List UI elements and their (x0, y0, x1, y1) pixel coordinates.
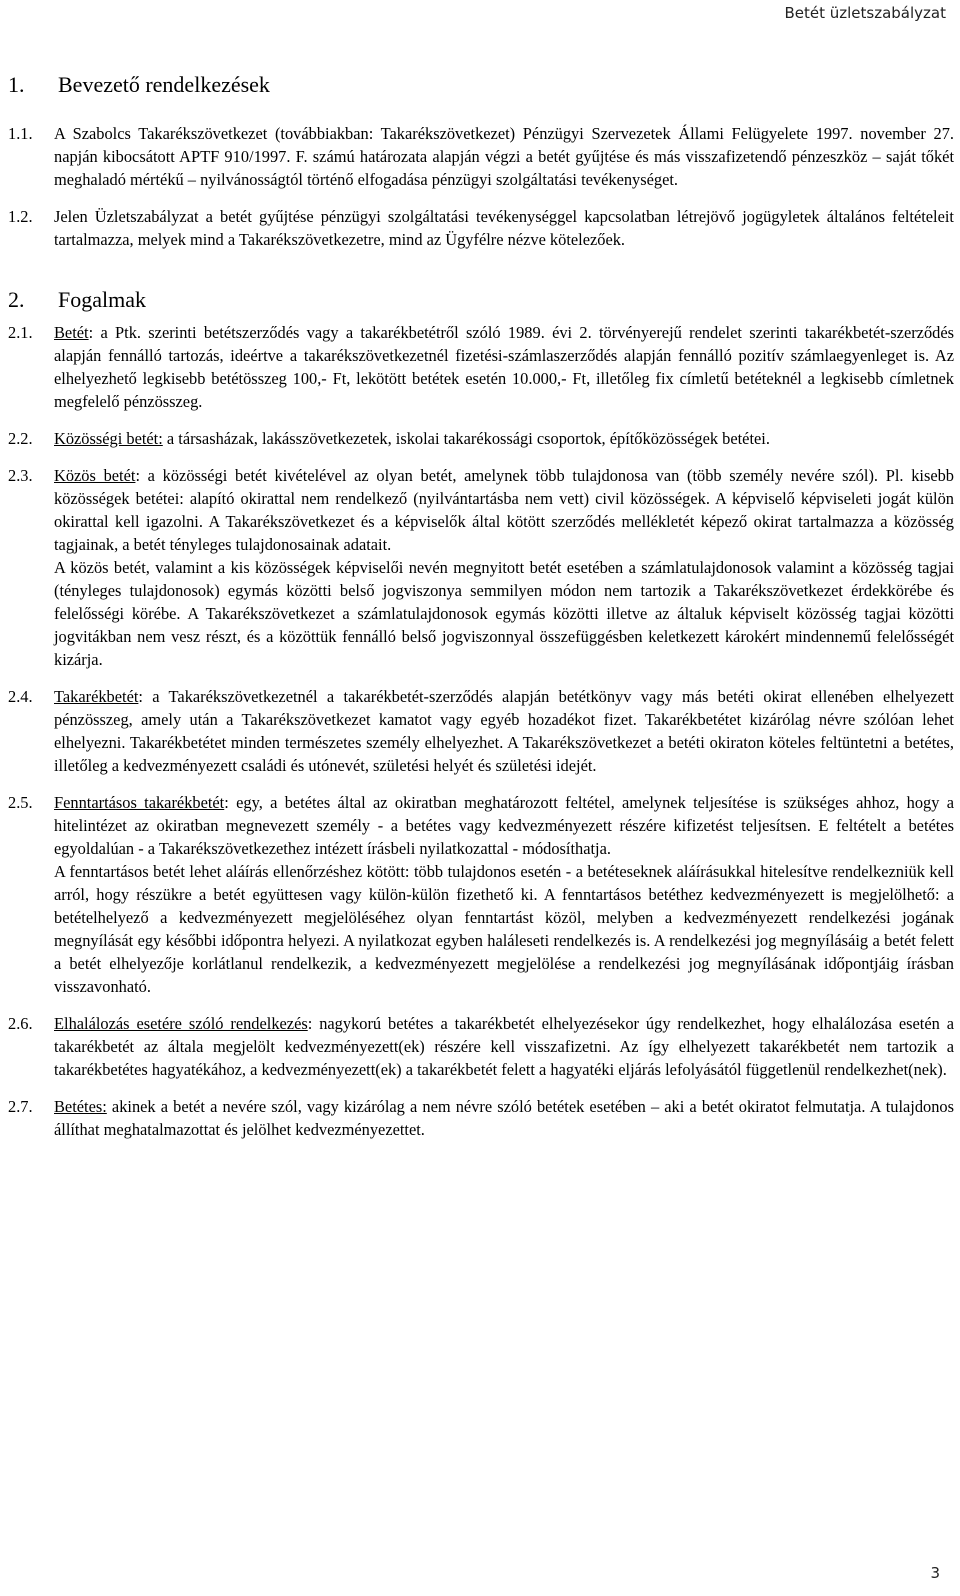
paragraph-number: 2.6. (8, 1014, 33, 1033)
definition-text-continued: A fenntartásos betét lehet aláírás ellenőrzéshez kötött: több tulajdonos esetén - a betéteseknek aláírásukkal hitelesítve rendelkezniük kell arról, hogy részükre a betét együttesen vagy külön-külön fizethető ki. A fenntartásos betéthez kedvezményezett is megjelölhető: a betételhelyező a kedvezményezett megjelöléséhez olyan fenntartást közöl, melyben a kedvezményezett rendelkezési jogának megnyílását egy későbbi időpontra helyezi. A nyilatkozat egyben haláleseti rendelkezés is. A rendelkezési jog megnyílásáig a betét felett a betét elhelyezője korlátlanul rendelkezik, a kedvezményezett megjelölése a rendelkezési jog megnyílásának időpontjáig írásban visszavonható. (54, 862, 954, 996)
defined-term: Közösségi betét: (54, 429, 163, 448)
paragraph-number: 2.4. (8, 687, 33, 706)
defined-term: Fenntartásos takarékbetét (54, 793, 225, 812)
defined-term: Közös betét (54, 466, 136, 485)
section-number: 1. (8, 72, 25, 97)
paragraph-2-5 (8, 791, 954, 998)
paragraph-text: A Szabolcs Takarékszövetkezet (továbbiakban: Takarékszövetkezet) Pénzügyi Szervezetek Állami Felügyelete 1997. november 27. napján kibocsátott APTF 910/1997. F. számú határozata alapján végzi a betét gyűjtése és más visszafizetendő pénzeszköz – saját tőkét meghaladó mértékű – nyilvánosságtól történő elfogadása pénzügyi szolgáltatási tevékenységet. (54, 124, 954, 189)
page-number: 3 (930, 1564, 940, 1582)
definition-text: : a közösségi betét kivételével az olyan betét, amelynek több tulajdonosa van (több személy nevére szól). Pl. kisebb közösségek betétei: alapító okirattal nem rendelkező (nyilvántartásba nem vett) civil közösségek. A képviselő képviseleti jogát külön okirattal kell igazolni. A Takarékszövetkezet és a képviselők által kötött szerződés mellékletét képező okirat tartalmazza a közösség tagjainak, a betét tényleges tulajdonosainak adatait. (54, 466, 954, 554)
paragraph-number: 1.2. (8, 207, 33, 226)
paragraph-number: 2.1. (8, 323, 33, 342)
paragraph-2-1 (8, 321, 954, 413)
definition-text: : a Takarékszövetkezetnél a takarékbetét-szerződés alapján betétkönyv vagy más betéti okirat ellenében elhelyezett pénzösszeg, amely után a Takarékszövetkezet kamatot vagy egyéb hozadékot fizet. Takarékbetétet kizárólag névre szólóan lehet elhelyezni. Takarékbetétet minden természetes személy elhelyezhet. A Takarékszövetkezet a betéti okiraton köteles feltüntetni a betétes, illetőleg a kedvezményezett családi és utónevét, születési helyét és születési idejét. (54, 687, 954, 775)
paragraph-number: 2.7. (8, 1097, 33, 1116)
section-number: 2. (8, 287, 25, 312)
definition-text: : a Ptk. szerinti betétszerződés vagy a takarékbetétről szóló 1989. évi 2. törvényerejű rendelet szerinti takarékbetét-szerződés alapján fennálló tartozás, ideértve a takarékszövetkezetnél fizetési-számlaszerződés alapján fennálló pozitív számlaegyenleget is. Az elhelyezhető legkisebb betétösszeg 100,- Ft, lekötött betétek esetén 10.000,- Ft, illetőleg fix címletű betéteknél a legkisebb címletnek megfelelő pénzösszeg. (54, 323, 954, 411)
definition-text: : egy, a betétes által az okiratban meghatározott feltétel, amelynek teljesítése is szükséges ahhoz, hogy a hitelintézet az okiratban megnevezett személy - a betétes vagy kedvezményezett részére kifizetést teljesítsen. E feltételt a betétes egyoldalúan - a Takarékszövetkezethez intézett írásbeli nyilatkozattal - módosíthatja. (54, 793, 954, 858)
running-header: Betét üzletszabályzat (784, 4, 946, 22)
section-title: Fogalmak (58, 287, 146, 312)
definition-text: a társasházak, lakásszövetkezetek, iskolai takarékossági csoportok, építőközösségek betétei. (162, 429, 770, 448)
paragraph-2-6 (8, 1012, 954, 1081)
section-heading-1 (8, 70, 954, 100)
paragraph-text: Jelen Üzletszabályzat a betét gyűjtése pénzügyi szolgáltatási tevékenységgel kapcsolatban létrejövő jogügyletek általános feltételeit tartalmazza, melyek mind a Takarékszövetkezetre, mind az Ügyfélre nézve kötelezőek. (54, 207, 954, 249)
paragraph-2-2 (8, 427, 954, 450)
paragraph-number: 2.2. (8, 429, 33, 448)
section-heading-2 (8, 285, 954, 315)
definition-text: : nagykorú betétes a takarékbetét elhelyezésekor úgy rendelkezhet, hogy elhalálozása esetén a takarékbetét az általa megjelölt kedvezményezett(ek) részére kell visszafizetni. Az így elhelyezett takarékbetét nem tartozik a takarékbetétes hagyatékához, a kedvezményezett(ek) a takarékbetét felett a hagyatéki eljárás lefolyásától függetlenül rendelkezhet(nek). (54, 1014, 954, 1079)
definition-text: akinek a betét a nevére szól, vagy kizárólag a nem névre szóló betétek esetében – aki a betét okiratot felmutatja. A tulajdonos állíthat meghatalmazottat és jelölhet kedvezményezettet. (54, 1097, 954, 1139)
paragraph-number: 2.3. (8, 466, 33, 485)
paragraph-2-3 (8, 464, 954, 671)
defined-term: Betétes: (54, 1097, 107, 1116)
paragraph-number: 2.5. (8, 793, 33, 812)
paragraph-2-7 (8, 1095, 954, 1141)
defined-term: Elhalálozás esetére szóló rendelkezés (54, 1014, 308, 1033)
defined-term: Takarékbetét (54, 687, 139, 706)
document-body (8, 70, 954, 1141)
paragraph-1-2 (8, 205, 954, 251)
paragraph-2-4 (8, 685, 954, 777)
paragraph-1-1 (8, 122, 954, 191)
definition-text-continued: A közös betét, valamint a kis közösségek képviselői nevén megnyitott betét esetében a számlatulajdonosok valamint a közösség tagjai (tényleges tulajdonosok) egymás közötti belső jogviszonya semmilyen módon nem tartozik a Takarékszövetkezet érdekkörébe és felelősségi körébe. A Takarékszövetkezet a számlatulajdonosok egymás közötti illetve az általuk képviselt közösség tagjai közötti jogvitákban nem vesz részt, és a közöttük fennálló belső jogviszonnyal összefüggésben keletkezett károkért mindennemű felelősségét kizárja. (54, 558, 954, 669)
paragraph-number: 1.1. (8, 124, 33, 143)
section-title: Bevezető rendelkezések (58, 72, 270, 97)
defined-term: Betét (54, 323, 89, 342)
